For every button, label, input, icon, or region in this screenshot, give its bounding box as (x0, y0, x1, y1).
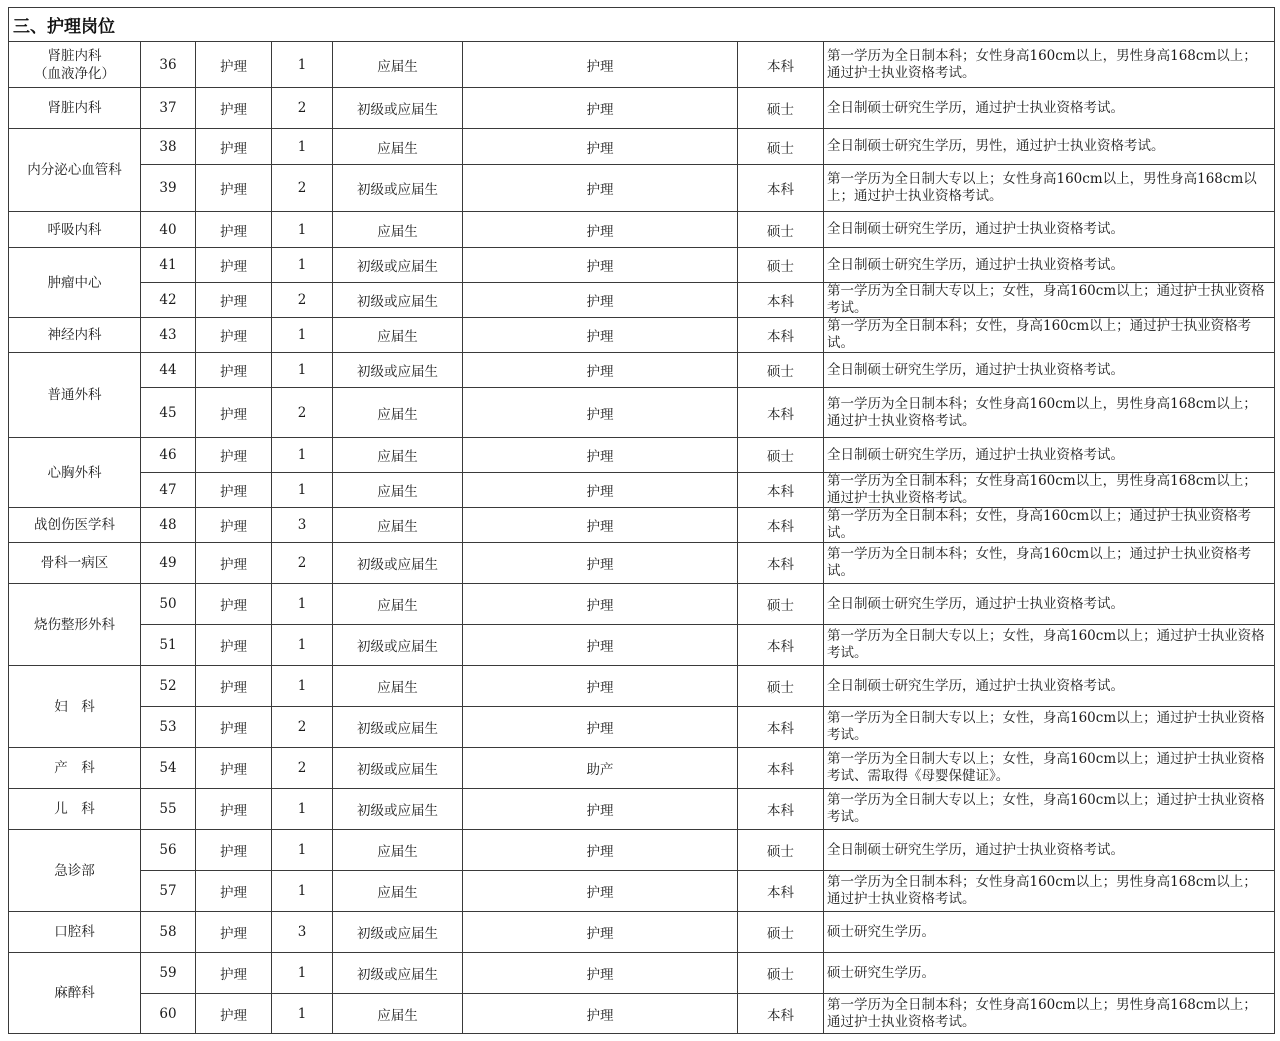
education-cell: 本科 (738, 165, 824, 212)
headcount-cell: 2 (272, 165, 333, 212)
requirements-cell: 全日制硕士研究生学历，通过护士执业资格考试。 (824, 438, 1275, 473)
candidate-source-cell: 初级或应届生 (333, 707, 463, 748)
candidate-source-cell: 应届生 (333, 388, 463, 438)
position-code-cell: 54 (141, 748, 196, 789)
major-cell: 护理 (463, 994, 738, 1034)
major-cell: 护理 (463, 473, 738, 508)
recruitment-table-container (8, 7, 1274, 1034)
table-row (9, 353, 1275, 388)
candidate-source-cell: 应届生 (333, 212, 463, 248)
position-code-cell: 58 (141, 912, 196, 953)
education-cell: 本科 (738, 318, 824, 353)
headcount-cell: 2 (272, 88, 333, 129)
headcount-cell: 1 (272, 42, 333, 88)
requirements-cell: 第一学历为全日制大专以上；女性，身高160cm以上；通过护士执业资格考试。 (824, 789, 1275, 830)
table-row (9, 789, 1275, 830)
requirements-cell: 全日制硕士研究生学历，通过护士执业资格考试。 (824, 666, 1275, 707)
education-cell: 硕士 (738, 912, 824, 953)
position-type-cell: 护理 (196, 994, 272, 1034)
table-row (9, 473, 1275, 508)
candidate-source-cell: 初级或应届生 (333, 912, 463, 953)
requirements-cell: 第一学历为全日制本科；女性，身高160cm以上；通过护士执业资格考试。 (824, 543, 1275, 584)
department-cell: 呼吸内科 (9, 212, 141, 248)
headcount-cell: 2 (272, 388, 333, 438)
table-row (9, 666, 1275, 707)
candidate-source-cell: 应届生 (333, 994, 463, 1034)
candidate-source-cell: 应届生 (333, 318, 463, 353)
department-cell: 麻醉科 (9, 953, 141, 1034)
table-row (9, 165, 1275, 212)
table-row (9, 438, 1275, 473)
position-type-cell: 护理 (196, 953, 272, 994)
position-type-cell: 护理 (196, 388, 272, 438)
education-cell: 本科 (738, 707, 824, 748)
headcount-cell: 1 (272, 318, 333, 353)
table-row (9, 129, 1275, 165)
candidate-source-cell: 初级或应届生 (333, 283, 463, 318)
table-row (9, 508, 1275, 543)
position-type-cell: 护理 (196, 129, 272, 165)
position-type-cell: 护理 (196, 584, 272, 625)
table-row (9, 871, 1275, 912)
education-cell: 本科 (738, 283, 824, 318)
requirements-cell: 硕士研究生学历。 (824, 912, 1275, 953)
department-cell: 内分泌心血管科 (9, 129, 141, 212)
candidate-source-cell: 初级或应届生 (333, 165, 463, 212)
candidate-source-cell: 初级或应届生 (333, 88, 463, 129)
headcount-cell: 1 (272, 830, 333, 871)
department-cell: 烧伤整形外科 (9, 584, 141, 666)
nursing-positions-table (8, 7, 1275, 1034)
education-cell: 硕士 (738, 88, 824, 129)
major-cell: 护理 (463, 584, 738, 625)
requirements-cell: 第一学历为全日制本科；女性，身高160cm以上；通过护士执业资格考试。 (824, 318, 1275, 353)
requirements-cell: 全日制硕士研究生学历，通过护士执业资格考试。 (824, 584, 1275, 625)
table-row (9, 88, 1275, 129)
requirements-cell: 硕士研究生学历。 (824, 953, 1275, 994)
major-cell: 助产 (463, 748, 738, 789)
candidate-source-cell: 初级或应届生 (333, 748, 463, 789)
headcount-cell: 2 (272, 543, 333, 584)
position-type-cell: 护理 (196, 871, 272, 912)
education-cell: 本科 (738, 748, 824, 789)
major-cell: 护理 (463, 212, 738, 248)
major-cell: 护理 (463, 88, 738, 129)
candidate-source-cell: 初级或应届生 (333, 789, 463, 830)
department-cell: 骨科一病区 (9, 543, 141, 584)
major-cell: 护理 (463, 912, 738, 953)
position-type-cell: 护理 (196, 248, 272, 283)
candidate-source-cell: 应届生 (333, 830, 463, 871)
position-type-cell: 护理 (196, 707, 272, 748)
requirements-cell: 第一学历为全日制本科；女性身高160cm以上，男性身高168cm以上；通过护士执业资格考试。 (824, 388, 1275, 438)
table-row (9, 248, 1275, 283)
table-row (9, 912, 1275, 953)
major-cell: 护理 (463, 789, 738, 830)
education-cell: 本科 (738, 508, 824, 543)
requirements-cell: 第一学历为全日制本科；女性身高160cm以上；男性身高168cm以上；通过护士执业资格考试。 (824, 871, 1275, 912)
headcount-cell: 3 (272, 508, 333, 543)
position-type-cell: 护理 (196, 165, 272, 212)
requirements-cell: 全日制硕士研究生学历，通过护士执业资格考试。 (824, 88, 1275, 129)
position-code-cell: 53 (141, 707, 196, 748)
headcount-cell: 1 (272, 666, 333, 707)
major-cell: 护理 (463, 543, 738, 584)
position-code-cell: 43 (141, 318, 196, 353)
position-type-cell: 护理 (196, 543, 272, 584)
headcount-cell: 1 (272, 473, 333, 508)
department-cell: 神经内科 (9, 318, 141, 353)
education-cell: 硕士 (738, 438, 824, 473)
major-cell: 护理 (463, 283, 738, 318)
position-type-cell: 护理 (196, 318, 272, 353)
headcount-cell: 2 (272, 748, 333, 789)
table-row (9, 318, 1275, 353)
education-cell: 本科 (738, 42, 824, 88)
candidate-source-cell: 应届生 (333, 508, 463, 543)
requirements-cell: 全日制硕士研究生学历，男性，通过护士执业资格考试。 (824, 129, 1275, 165)
major-cell: 护理 (463, 438, 738, 473)
candidate-source-cell: 应届生 (333, 666, 463, 707)
requirements-cell: 第一学历为全日制大专以上；女性身高160cm以上，男性身高168cm以上；通过护士执业资格考试。 (824, 165, 1275, 212)
position-code-cell: 37 (141, 88, 196, 129)
major-cell: 护理 (463, 508, 738, 543)
department-cell: 普通外科 (9, 353, 141, 438)
major-cell: 护理 (463, 953, 738, 994)
department-cell: 口腔科 (9, 912, 141, 953)
headcount-cell: 1 (272, 438, 333, 473)
candidate-source-cell: 初级或应届生 (333, 625, 463, 666)
position-type-cell: 护理 (196, 88, 272, 129)
table-row (9, 543, 1275, 584)
table-row (9, 584, 1275, 625)
requirements-cell: 全日制硕士研究生学历，通过护士执业资格考试。 (824, 353, 1275, 388)
position-code-cell: 52 (141, 666, 196, 707)
headcount-cell: 1 (272, 584, 333, 625)
position-code-cell: 44 (141, 353, 196, 388)
education-cell: 硕士 (738, 584, 824, 625)
requirements-cell: 第一学历为全日制本科；女性身高160cm以上，男性身高168cm以上；通过护士执业资格考试。 (824, 473, 1275, 508)
position-code-cell: 42 (141, 283, 196, 318)
position-code-cell: 38 (141, 129, 196, 165)
table-row (9, 388, 1275, 438)
table-row (9, 283, 1275, 318)
position-type-cell: 护理 (196, 473, 272, 508)
position-code-cell: 36 (141, 42, 196, 88)
position-type-cell: 护理 (196, 748, 272, 789)
table-body (9, 8, 1275, 1034)
major-cell: 护理 (463, 248, 738, 283)
headcount-cell: 2 (272, 707, 333, 748)
requirements-cell: 第一学历为全日制大专以上；女性，身高160cm以上；通过护士执业资格考试。 (824, 625, 1275, 666)
position-code-cell: 56 (141, 830, 196, 871)
headcount-cell: 3 (272, 912, 333, 953)
requirements-cell: 全日制硕士研究生学历，通过护士执业资格考试。 (824, 248, 1275, 283)
position-type-cell: 护理 (196, 438, 272, 473)
headcount-cell: 2 (272, 283, 333, 318)
position-code-cell: 48 (141, 508, 196, 543)
requirements-cell: 全日制硕士研究生学历，通过护士执业资格考试。 (824, 830, 1275, 871)
education-cell: 硕士 (738, 353, 824, 388)
education-cell: 本科 (738, 473, 824, 508)
requirements-cell: 第一学历为全日制本科；女性身高160cm以上，男性身高168cm以上；通过护士执业资格考试。 (824, 42, 1275, 88)
table-row (9, 830, 1275, 871)
requirements-cell: 第一学历为全日制大专以上；女性，身高160cm以上；通过护士执业资格考试。 (824, 707, 1275, 748)
table-row (9, 625, 1275, 666)
position-code-cell: 51 (141, 625, 196, 666)
candidate-source-cell: 应届生 (333, 584, 463, 625)
position-type-cell: 护理 (196, 283, 272, 318)
table-row (9, 42, 1275, 88)
position-code-cell: 50 (141, 584, 196, 625)
major-cell: 护理 (463, 625, 738, 666)
position-code-cell: 46 (141, 438, 196, 473)
candidate-source-cell: 应届生 (333, 473, 463, 508)
headcount-cell: 1 (272, 212, 333, 248)
education-cell: 硕士 (738, 830, 824, 871)
requirements-cell: 全日制硕士研究生学历，通过护士执业资格考试。 (824, 212, 1275, 248)
major-cell: 护理 (463, 830, 738, 871)
table-row (9, 212, 1275, 248)
position-type-cell: 护理 (196, 830, 272, 871)
education-cell: 硕士 (738, 953, 824, 994)
headcount-cell: 1 (272, 994, 333, 1034)
position-code-cell: 49 (141, 543, 196, 584)
position-type-cell: 护理 (196, 212, 272, 248)
department-cell: 心胸外科 (9, 438, 141, 508)
section-header-row (9, 8, 1275, 42)
department-cell: 战创伤医学科 (9, 508, 141, 543)
major-cell: 护理 (463, 871, 738, 912)
section-title: 三、护理岗位 (9, 8, 1275, 42)
headcount-cell: 1 (272, 625, 333, 666)
education-cell: 硕士 (738, 129, 824, 165)
candidate-source-cell: 应届生 (333, 871, 463, 912)
headcount-cell: 1 (272, 789, 333, 830)
position-type-cell: 护理 (196, 353, 272, 388)
position-code-cell: 41 (141, 248, 196, 283)
position-code-cell: 60 (141, 994, 196, 1034)
candidate-source-cell: 初级或应届生 (333, 248, 463, 283)
position-code-cell: 55 (141, 789, 196, 830)
candidate-source-cell: 应届生 (333, 438, 463, 473)
department-cell: 儿 科 (9, 789, 141, 830)
requirements-cell: 第一学历为全日制大专以上；女性，身高160cm以上；通过护士执业资格考试。 (824, 283, 1275, 318)
major-cell: 护理 (463, 165, 738, 212)
candidate-source-cell: 初级或应届生 (333, 953, 463, 994)
requirements-cell: 第一学历为全日制本科；女性身高160cm以上；男性身高168cm以上；通过护士执业资格考试。 (824, 994, 1275, 1034)
department-cell: 肾脏内科 (9, 88, 141, 129)
requirements-cell: 第一学历为全日制本科；女性，身高160cm以上；通过护士执业资格考试。 (824, 508, 1275, 543)
position-code-cell: 39 (141, 165, 196, 212)
education-cell: 本科 (738, 994, 824, 1034)
headcount-cell: 1 (272, 248, 333, 283)
position-type-cell: 护理 (196, 508, 272, 543)
headcount-cell: 1 (272, 953, 333, 994)
education-cell: 本科 (738, 789, 824, 830)
major-cell: 护理 (463, 666, 738, 707)
major-cell: 护理 (463, 318, 738, 353)
position-type-cell: 护理 (196, 42, 272, 88)
candidate-source-cell: 应届生 (333, 129, 463, 165)
headcount-cell: 1 (272, 871, 333, 912)
department-cell: 急诊部 (9, 830, 141, 912)
headcount-cell: 1 (272, 129, 333, 165)
education-cell: 本科 (738, 625, 824, 666)
major-cell: 护理 (463, 707, 738, 748)
position-type-cell: 护理 (196, 789, 272, 830)
major-cell: 护理 (463, 42, 738, 88)
department-cell: 肾脏内科 （血液净化） (9, 42, 141, 88)
table-row (9, 994, 1275, 1034)
department-cell: 妇 科 (9, 666, 141, 748)
position-code-cell: 40 (141, 212, 196, 248)
position-code-cell: 57 (141, 871, 196, 912)
department-cell: 产 科 (9, 748, 141, 789)
headcount-cell: 1 (272, 353, 333, 388)
position-type-cell: 护理 (196, 666, 272, 707)
education-cell: 硕士 (738, 666, 824, 707)
major-cell: 护理 (463, 388, 738, 438)
education-cell: 硕士 (738, 248, 824, 283)
position-code-cell: 45 (141, 388, 196, 438)
position-type-cell: 护理 (196, 912, 272, 953)
table-row (9, 953, 1275, 994)
position-code-cell: 47 (141, 473, 196, 508)
education-cell: 本科 (738, 388, 824, 438)
education-cell: 本科 (738, 871, 824, 912)
position-code-cell: 59 (141, 953, 196, 994)
table-row (9, 707, 1275, 748)
requirements-cell: 第一学历为全日制大专以上；女性，身高160cm以上；通过护士执业资格考试、需取得《母婴保健证》。 (824, 748, 1275, 789)
major-cell: 护理 (463, 353, 738, 388)
table-row (9, 748, 1275, 789)
position-type-cell: 护理 (196, 625, 272, 666)
education-cell: 硕士 (738, 212, 824, 248)
education-cell: 本科 (738, 543, 824, 584)
candidate-source-cell: 初级或应届生 (333, 543, 463, 584)
department-cell: 肿瘤中心 (9, 248, 141, 318)
candidate-source-cell: 初级或应届生 (333, 353, 463, 388)
major-cell: 护理 (463, 129, 738, 165)
candidate-source-cell: 应届生 (333, 42, 463, 88)
